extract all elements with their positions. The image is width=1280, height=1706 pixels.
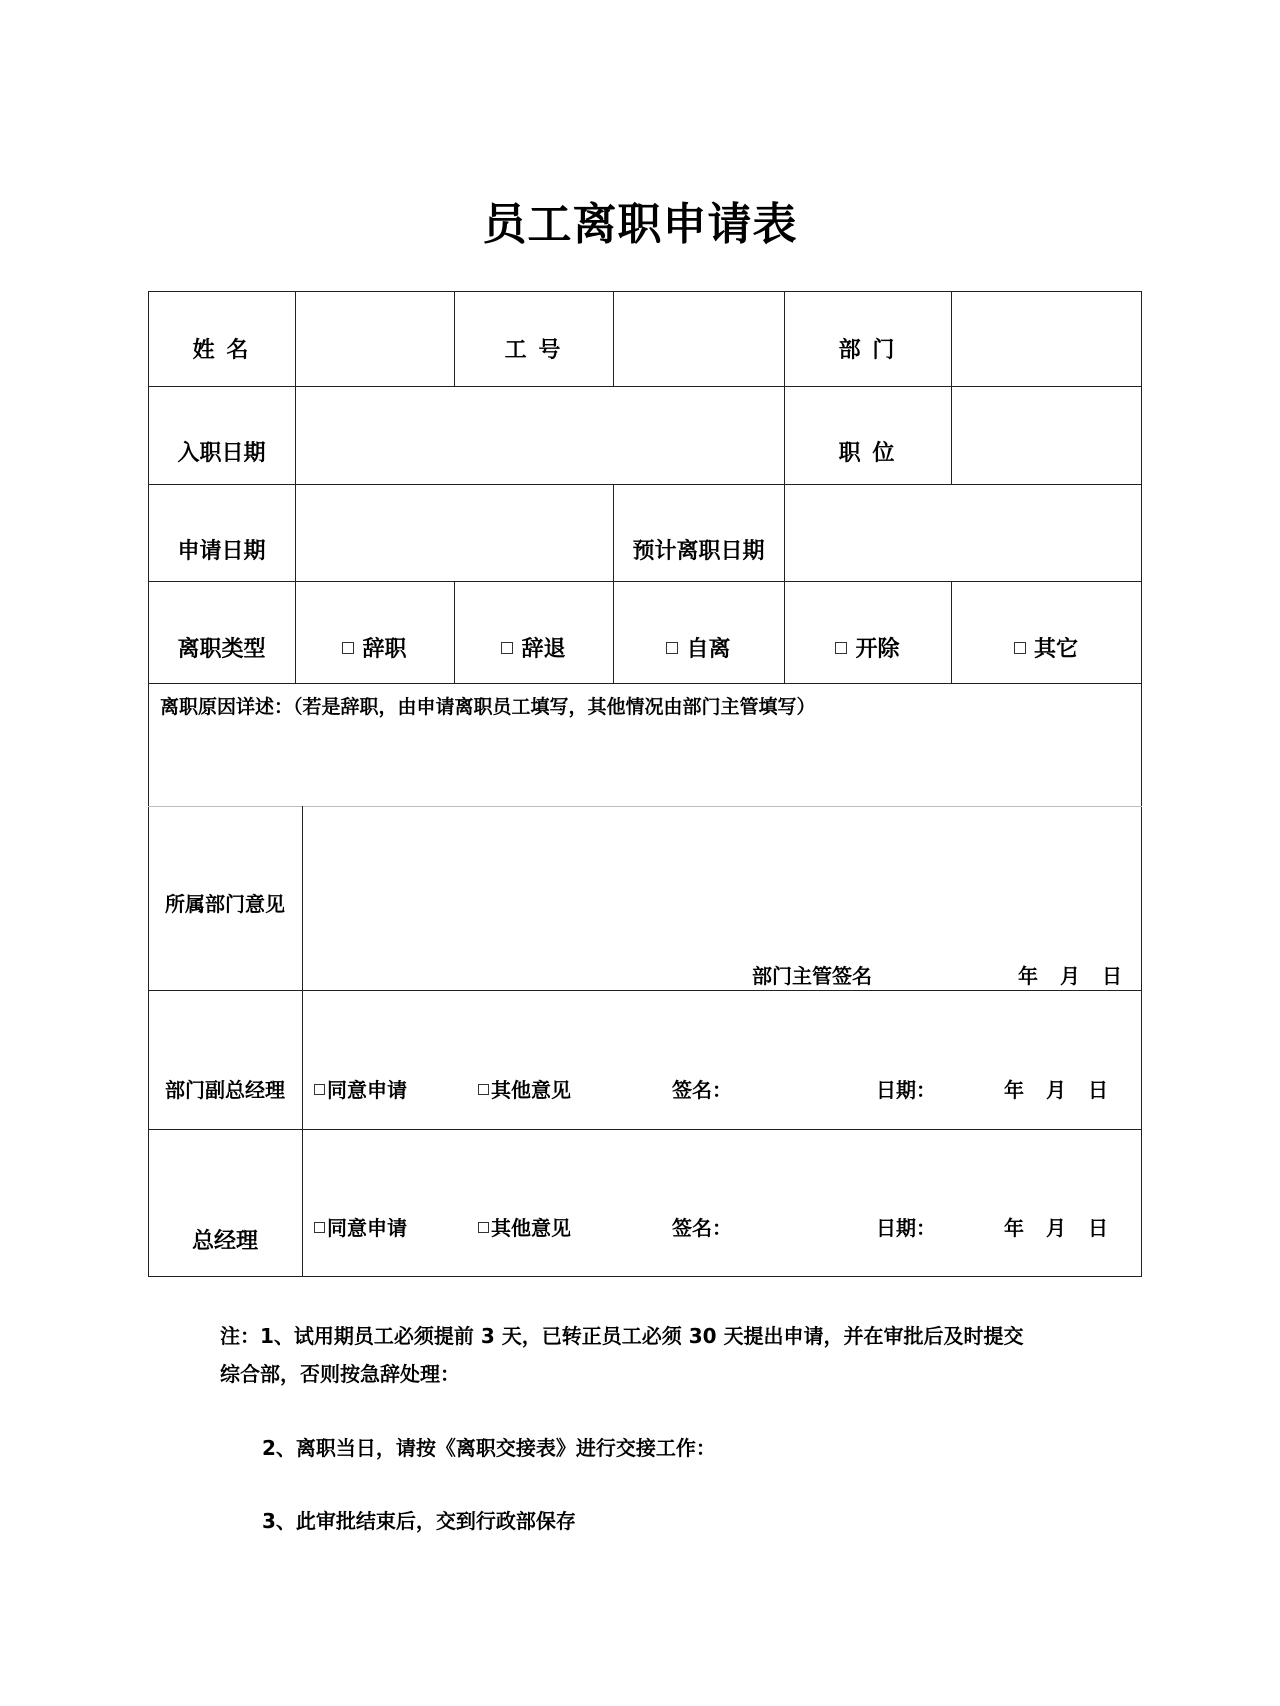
dept-manager-signature-label: 部门主管签名 (752, 964, 872, 988)
note-1-continued: 综合部，否则按急辞处理： (220, 1362, 460, 1386)
leave-type-option-resign[interactable] (295, 632, 454, 663)
option-label: 辞退 (521, 637, 566, 662)
hire-date-label: 入职日期 (177, 441, 266, 466)
checkbox-icon[interactable] (478, 1222, 489, 1233)
employee-id-field[interactable] (615, 293, 783, 385)
month-label: 月 (1046, 1078, 1066, 1102)
note-3: 3、此审批结束后，交到行政部保存 (262, 1509, 576, 1533)
month-label: 月 (1046, 1216, 1066, 1240)
leave-type-label: 离职类型 (177, 637, 266, 662)
expected-leave-date-field[interactable] (786, 486, 1140, 580)
option-label: 自离 (686, 637, 731, 662)
checkbox-icon[interactable] (835, 642, 847, 654)
checkbox-icon[interactable] (501, 642, 513, 654)
day-label: 日 (1088, 1078, 1108, 1102)
col-divider (613, 291, 614, 386)
option-label: 其它 (1033, 637, 1078, 662)
employee-id-label: 工 号 (504, 338, 563, 363)
day-label: 日 (1102, 964, 1122, 988)
name-field[interactable] (297, 293, 453, 385)
vice-gm-label: 部门副总经理 (165, 1078, 285, 1102)
year-label: 年 (1018, 964, 1038, 988)
row-divider (148, 1129, 1142, 1130)
month-label: 月 (1060, 964, 1080, 988)
apply-date-label: 申请日期 (177, 539, 266, 564)
gm-label: 总经理 (191, 1229, 258, 1254)
col-divider (302, 806, 303, 1276)
hire-date-field[interactable] (297, 388, 783, 483)
table-border-top (148, 291, 1142, 292)
day-label: 日 (1088, 1216, 1108, 1240)
department-field[interactable] (953, 293, 1140, 385)
checkbox-icon[interactable] (1014, 642, 1026, 654)
option-label: 开除 (855, 637, 900, 662)
leave-type-option-other[interactable] (951, 632, 1141, 663)
vice-gm-signature-label: 签名： (672, 1078, 732, 1102)
row-divider (148, 683, 1142, 684)
col-divider (951, 291, 952, 484)
position-label: 职 位 (838, 441, 897, 466)
year-label: 年 (1004, 1216, 1024, 1240)
year-label: 年 (1004, 1078, 1024, 1102)
leave-reason-label: 离职原因详述：（若是辞职，由申请离职员工填写，其他情况由部门主管填写） (160, 696, 816, 718)
leave-type-option-dismissed[interactable] (454, 632, 613, 663)
col-divider (295, 291, 296, 683)
checkbox-icon[interactable] (314, 1084, 325, 1095)
department-label: 部 门 (838, 338, 897, 363)
gm-date-label: 日期： (876, 1216, 936, 1240)
option-label: 其他意见 (491, 1216, 571, 1240)
gm-agree-option[interactable] (314, 1212, 407, 1241)
vice-gm-agree-option[interactable] (314, 1074, 407, 1103)
checkbox-icon[interactable] (314, 1222, 325, 1233)
row-divider (148, 806, 1142, 807)
checkbox-icon[interactable] (666, 642, 678, 654)
dept-opinion-label: 所属部门意见 (165, 892, 285, 916)
option-label: 辞职 (362, 637, 407, 662)
leave-type-option-fired[interactable] (784, 632, 951, 663)
vice-gm-other-option[interactable] (478, 1074, 571, 1103)
leave-reason-field[interactable] (150, 720, 1140, 804)
option-label: 其他意见 (491, 1078, 571, 1102)
row-divider (148, 581, 1142, 582)
leave-type-option-self-leave[interactable] (613, 632, 784, 663)
table-border-bottom (148, 1276, 1142, 1277)
vice-gm-date-label: 日期： (876, 1078, 936, 1102)
row-divider (148, 990, 1142, 991)
option-label: 同意申请 (327, 1078, 407, 1102)
row-divider (148, 484, 1142, 485)
gm-other-option[interactable] (478, 1212, 571, 1241)
name-label: 姓 名 (192, 338, 251, 363)
note-2: 2、离职当日，请按《离职交接表》进行交接工作： (262, 1436, 716, 1460)
note-1: 注：1、试用期员工必须提前 3 天，已转正员工必须 30 天提出申请，并在审批后及时提交 (220, 1324, 1024, 1348)
gm-signature-label: 签名： (672, 1216, 732, 1240)
checkbox-icon[interactable] (342, 642, 354, 654)
position-field[interactable] (953, 388, 1140, 483)
row-divider (148, 386, 1142, 387)
expected-leave-date-label: 预计离职日期 (632, 539, 765, 564)
form-title: 员工离职申请表 (482, 199, 798, 250)
checkbox-icon[interactable] (478, 1084, 489, 1095)
option-label: 同意申请 (327, 1216, 407, 1240)
dept-opinion-field[interactable] (304, 808, 1140, 948)
apply-date-field[interactable] (297, 486, 612, 580)
